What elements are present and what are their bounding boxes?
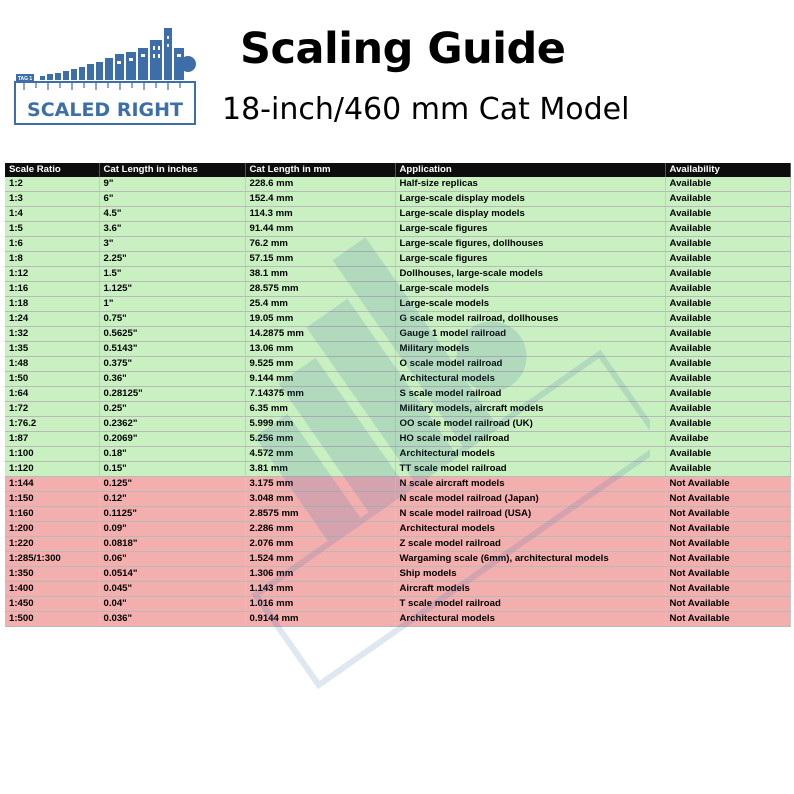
cell-scale-ratio: 1:3 bbox=[5, 192, 99, 207]
cell-mm: 9.525 mm bbox=[245, 357, 395, 372]
cell-inches: 4.5" bbox=[99, 207, 245, 222]
table-row bbox=[5, 192, 790, 207]
cell-scale-ratio: 1:8 bbox=[5, 252, 99, 267]
cell-inches: 0.5625" bbox=[99, 327, 245, 342]
table-row bbox=[5, 312, 790, 327]
cell-scale-ratio: 1:285/1:300 bbox=[5, 552, 99, 567]
table-row bbox=[5, 552, 790, 567]
cell-availability: Available bbox=[665, 462, 790, 477]
table-row bbox=[5, 462, 790, 477]
table-row bbox=[5, 432, 790, 447]
table-row bbox=[5, 387, 790, 402]
cell-availability: Available bbox=[665, 282, 790, 297]
cell-mm: 76.2 mm bbox=[245, 237, 395, 252]
cell-application: OO scale model railroad (UK) bbox=[395, 417, 665, 432]
table-header-row bbox=[5, 163, 790, 177]
cell-mm: 2.8575 mm bbox=[245, 507, 395, 522]
cell-scale-ratio: 1:4 bbox=[5, 207, 99, 222]
cell-availability: Not Available bbox=[665, 612, 790, 627]
cell-mm: 9.144 mm bbox=[245, 372, 395, 387]
cell-inches: 0.125" bbox=[99, 477, 245, 492]
cell-scale-ratio: 1:100 bbox=[5, 447, 99, 462]
cell-availability: Not Available bbox=[665, 567, 790, 582]
cell-application: Half-size replicas bbox=[395, 177, 665, 192]
cell-application: T scale model railroad bbox=[395, 597, 665, 612]
cell-scale-ratio: 1:35 bbox=[5, 342, 99, 357]
cell-mm: 4.572 mm bbox=[245, 447, 395, 462]
cell-mm: 91.44 mm bbox=[245, 222, 395, 237]
cell-application: Architectural models bbox=[395, 522, 665, 537]
table-row bbox=[5, 177, 790, 192]
cell-availability: Available bbox=[665, 372, 790, 387]
cell-inches: 0.18" bbox=[99, 447, 245, 462]
table-row bbox=[5, 402, 790, 417]
cell-inches: 0.12" bbox=[99, 492, 245, 507]
cell-inches: 1.125" bbox=[99, 282, 245, 297]
cell-scale-ratio: 1:220 bbox=[5, 537, 99, 552]
cell-application: Large-scale models bbox=[395, 282, 665, 297]
cell-availability: Not Available bbox=[665, 582, 790, 597]
cell-availability: Available bbox=[665, 207, 790, 222]
cell-scale-ratio: 1:144 bbox=[5, 477, 99, 492]
cell-availability: Available bbox=[665, 297, 790, 312]
cell-availability: Not Available bbox=[665, 492, 790, 507]
table-row bbox=[5, 372, 790, 387]
cell-mm: 3.81 mm bbox=[245, 462, 395, 477]
cell-mm: 0.9144 mm bbox=[245, 612, 395, 627]
cell-availability: Available bbox=[665, 327, 790, 342]
cell-application: Large-scale figures bbox=[395, 222, 665, 237]
scaling-table-container bbox=[5, 163, 790, 627]
column-header-availability: Availability bbox=[665, 163, 790, 177]
table-row bbox=[5, 612, 790, 627]
table-row bbox=[5, 582, 790, 597]
cell-availability: Not Available bbox=[665, 552, 790, 567]
cell-application: N scale model railroad (USA) bbox=[395, 507, 665, 522]
cell-inches: 0.06" bbox=[99, 552, 245, 567]
column-header-application: Application bbox=[395, 163, 665, 177]
cell-inches: 0.75" bbox=[99, 312, 245, 327]
cell-availability: Not Available bbox=[665, 597, 790, 612]
cell-scale-ratio: 1:350 bbox=[5, 567, 99, 582]
scaled-right-logo bbox=[12, 24, 200, 128]
cell-mm: 1.016 mm bbox=[245, 597, 395, 612]
cell-inches: 0.2362" bbox=[99, 417, 245, 432]
cell-mm: 28.575 mm bbox=[245, 282, 395, 297]
cell-scale-ratio: 1:72 bbox=[5, 402, 99, 417]
cell-scale-ratio: 1:5 bbox=[5, 222, 99, 237]
cell-scale-ratio: 1:120 bbox=[5, 462, 99, 477]
column-header-scale-ratio: Scale Ratio bbox=[5, 163, 99, 177]
cell-mm: 7.14375 mm bbox=[245, 387, 395, 402]
cell-inches: 0.1125" bbox=[99, 507, 245, 522]
table-row bbox=[5, 522, 790, 537]
cell-application: Large-scale models bbox=[395, 297, 665, 312]
cell-application: Architectural models bbox=[395, 447, 665, 462]
cell-inches: 0.375" bbox=[99, 357, 245, 372]
cell-mm: 57.15 mm bbox=[245, 252, 395, 267]
cell-scale-ratio: 1:160 bbox=[5, 507, 99, 522]
logo-wordmark: SCALED RIGHT bbox=[27, 99, 183, 121]
cell-scale-ratio: 1:200 bbox=[5, 522, 99, 537]
cell-application: TT scale model railroad bbox=[395, 462, 665, 477]
table-row bbox=[5, 567, 790, 582]
cell-availability: Available bbox=[665, 222, 790, 237]
cell-mm: 3.048 mm bbox=[245, 492, 395, 507]
cell-availability: Not Available bbox=[665, 522, 790, 537]
table-body bbox=[5, 177, 790, 627]
cell-scale-ratio: 1:32 bbox=[5, 327, 99, 342]
cell-mm: 152.4 mm bbox=[245, 192, 395, 207]
cell-inches: 1.5" bbox=[99, 267, 245, 282]
cell-mm: 25.4 mm bbox=[245, 297, 395, 312]
cell-mm: 6.35 mm bbox=[245, 402, 395, 417]
table-row bbox=[5, 537, 790, 552]
column-header-inches: Cat Length in inches bbox=[99, 163, 245, 177]
cell-scale-ratio: 1:400 bbox=[5, 582, 99, 597]
svg-text:TAG 1: TAG 1 bbox=[17, 76, 33, 82]
cell-inches: 3" bbox=[99, 237, 245, 252]
cell-availability: Available bbox=[665, 267, 790, 282]
cell-mm: 2.286 mm bbox=[245, 522, 395, 537]
cell-inches: 0.2069" bbox=[99, 432, 245, 447]
cell-scale-ratio: 1:18 bbox=[5, 297, 99, 312]
cell-application: Z scale model railroad bbox=[395, 537, 665, 552]
cell-availability: Available bbox=[665, 357, 790, 372]
cell-mm: 1.524 mm bbox=[245, 552, 395, 567]
cell-scale-ratio: 1:87 bbox=[5, 432, 99, 447]
cell-mm: 38.1 mm bbox=[245, 267, 395, 282]
table-row bbox=[5, 207, 790, 222]
cell-application: N scale model railroad (Japan) bbox=[395, 492, 665, 507]
cell-scale-ratio: 1:2 bbox=[5, 177, 99, 192]
table-row bbox=[5, 252, 790, 267]
cell-scale-ratio: 1:64 bbox=[5, 387, 99, 402]
cell-mm: 1.143 mm bbox=[245, 582, 395, 597]
cell-mm: 228.6 mm bbox=[245, 177, 395, 192]
cell-scale-ratio: 1:50 bbox=[5, 372, 99, 387]
cell-inches: 0.5143" bbox=[99, 342, 245, 357]
cell-scale-ratio: 1:16 bbox=[5, 282, 99, 297]
table-row bbox=[5, 492, 790, 507]
cell-mm: 14.2875 mm bbox=[245, 327, 395, 342]
cell-scale-ratio: 1:500 bbox=[5, 612, 99, 627]
cell-application: Military models bbox=[395, 342, 665, 357]
cell-availability: Not Available bbox=[665, 537, 790, 552]
cell-application: Large-scale figures bbox=[395, 252, 665, 267]
table-row bbox=[5, 327, 790, 342]
cell-inches: 2.25" bbox=[99, 252, 245, 267]
cell-application: Wargaming scale (6mm), architectural models bbox=[395, 552, 665, 567]
cell-inches: 0.09" bbox=[99, 522, 245, 537]
cell-availability: Available bbox=[665, 252, 790, 267]
table-row bbox=[5, 342, 790, 357]
cell-inches: 0.0514" bbox=[99, 567, 245, 582]
cell-inches: 9" bbox=[99, 177, 245, 192]
cell-availability: Not Available bbox=[665, 507, 790, 522]
table-row bbox=[5, 267, 790, 282]
cell-mm: 114.3 mm bbox=[245, 207, 395, 222]
cell-application: Architectural models bbox=[395, 372, 665, 387]
cell-availability: Available bbox=[665, 312, 790, 327]
cell-availability: Available bbox=[665, 447, 790, 462]
page-subtitle: 18-inch/460 mm Cat Model bbox=[222, 92, 630, 127]
cell-inches: 3.6" bbox=[99, 222, 245, 237]
table-row bbox=[5, 507, 790, 522]
cell-application: S scale model railroad bbox=[395, 387, 665, 402]
cell-application: Large-scale display models bbox=[395, 207, 665, 222]
table-row bbox=[5, 222, 790, 237]
cell-inches: 1" bbox=[99, 297, 245, 312]
cell-availability: Available bbox=[665, 192, 790, 207]
column-header-mm: Cat Length in mm bbox=[245, 163, 395, 177]
table-row bbox=[5, 597, 790, 612]
page-title: Scaling Guide bbox=[240, 24, 566, 74]
cell-availability: Available bbox=[665, 387, 790, 402]
cell-mm: 2.076 mm bbox=[245, 537, 395, 552]
cell-mm: 13.06 mm bbox=[245, 342, 395, 357]
table-row bbox=[5, 357, 790, 372]
cell-availability: Available bbox=[665, 417, 790, 432]
cell-inches: 6" bbox=[99, 192, 245, 207]
cell-application: HO scale model railroad bbox=[395, 432, 665, 447]
cell-scale-ratio: 1:150 bbox=[5, 492, 99, 507]
cell-scale-ratio: 1:48 bbox=[5, 357, 99, 372]
cell-mm: 19.05 mm bbox=[245, 312, 395, 327]
cell-availability: Not Available bbox=[665, 477, 790, 492]
cell-application: Large-scale figures, dollhouses bbox=[395, 237, 665, 252]
table-row bbox=[5, 237, 790, 252]
cell-application: Dollhouses, large-scale models bbox=[395, 267, 665, 282]
cell-application: Architectural models bbox=[395, 612, 665, 627]
cell-application: G scale model railroad, dollhouses bbox=[395, 312, 665, 327]
cell-inches: 0.0818" bbox=[99, 537, 245, 552]
scaling-table bbox=[5, 163, 791, 627]
cell-mm: 3.175 mm bbox=[245, 477, 395, 492]
cell-inches: 0.045" bbox=[99, 582, 245, 597]
table-row bbox=[5, 477, 790, 492]
table-row bbox=[5, 282, 790, 297]
cell-availability: Available bbox=[665, 177, 790, 192]
cell-scale-ratio: 1:24 bbox=[5, 312, 99, 327]
cell-mm: 5.256 mm bbox=[245, 432, 395, 447]
cell-inches: 0.04" bbox=[99, 597, 245, 612]
cell-availability: Available bbox=[665, 237, 790, 252]
cell-scale-ratio: 1:76.2 bbox=[5, 417, 99, 432]
table-row bbox=[5, 417, 790, 432]
cell-mm: 1.306 mm bbox=[245, 567, 395, 582]
cell-availability: Available bbox=[665, 402, 790, 417]
cell-availability: Available bbox=[665, 342, 790, 357]
cell-inches: 0.25" bbox=[99, 402, 245, 417]
cell-application: Aircraft models bbox=[395, 582, 665, 597]
cell-application: O scale model railroad bbox=[395, 357, 665, 372]
cell-scale-ratio: 1:6 bbox=[5, 237, 99, 252]
cell-mm: 5.999 mm bbox=[245, 417, 395, 432]
cell-availability: Availabe bbox=[665, 432, 790, 447]
cell-inches: 0.15" bbox=[99, 462, 245, 477]
cell-scale-ratio: 1:450 bbox=[5, 597, 99, 612]
cell-application: N scale aircraft models bbox=[395, 477, 665, 492]
cell-application: Ship models bbox=[395, 567, 665, 582]
table-row bbox=[5, 447, 790, 462]
cell-inches: 0.28125" bbox=[99, 387, 245, 402]
skyline-graphic bbox=[40, 28, 196, 80]
cell-scale-ratio: 1:12 bbox=[5, 267, 99, 282]
table-row bbox=[5, 297, 790, 312]
cell-application: Military models, aircraft models bbox=[395, 402, 665, 417]
cell-application: Large-scale display models bbox=[395, 192, 665, 207]
cell-inches: 0.036" bbox=[99, 612, 245, 627]
cell-application: Gauge 1 model railroad bbox=[395, 327, 665, 342]
cell-inches: 0.36" bbox=[99, 372, 245, 387]
